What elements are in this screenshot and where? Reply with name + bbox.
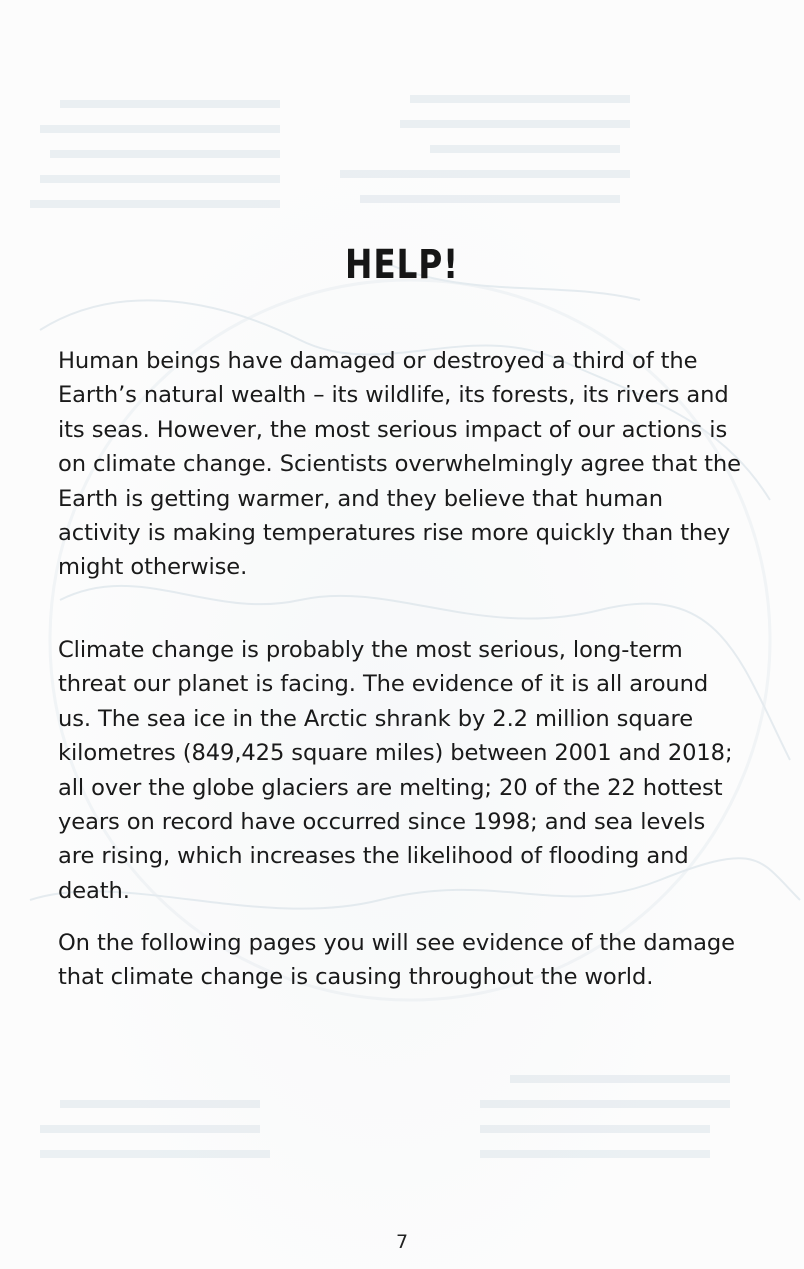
page-number: 7 bbox=[395, 1231, 409, 1253]
paragraph-1: Human beings have damaged or destroyed a third of the Earth’s natural wealth – its wildlife, its forests, its rivers and its seas. However, the most serious impact of our actions is on climate change. Scientists overwhelmingly agree that the Earth is getting warmer, and they believe that human activity is making temperatures rise more quickly than they might otherwise. bbox=[58, 348, 741, 581]
page-title: HELP! bbox=[345, 242, 459, 288]
paragraph-2: Climate change is probably the most serious, long-term threat our planet is facing. The evidence of it is all around us. The sea ice in the Arctic shrank by 2.2 million square kilometres (849,425 square miles) between 2001 and 2018; all over the globe glaciers are melting; 20 of the 22 hottest years on record have occurred since 1998; and sea levels are rising, which increases the likelihood of flooding and death. bbox=[58, 637, 733, 904]
paragraph-3: On the following pages you will see evidence of the damage that climate change is causing throughout the world. bbox=[58, 930, 735, 991]
